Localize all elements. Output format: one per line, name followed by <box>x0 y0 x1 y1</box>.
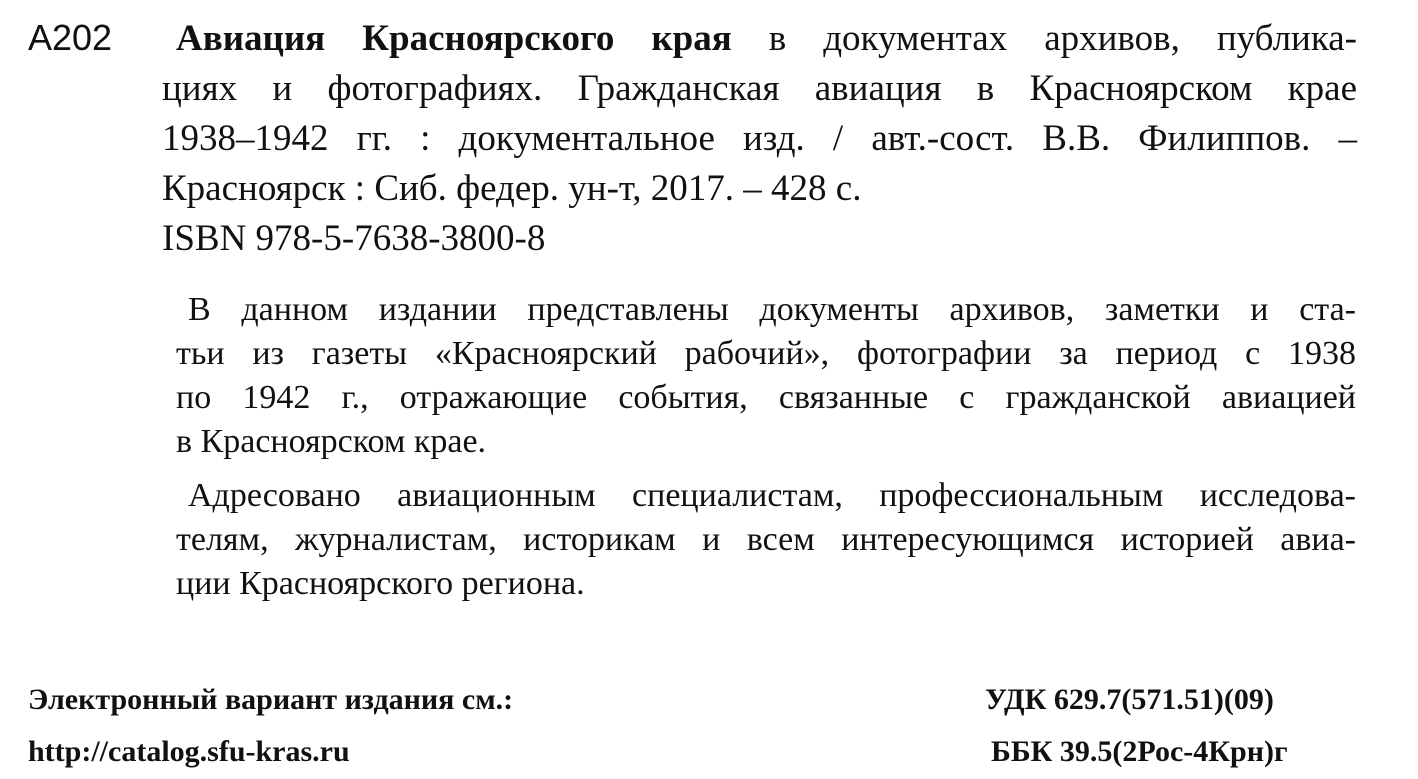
bibliographic-entry <box>162 14 1370 264</box>
electronic-version-block <box>28 674 513 778</box>
entry-line-3: 1938–1942 гг. : документальное изд. / авт.-сост. В.В. Филиппов. – <box>162 118 1357 159</box>
abstract-line: по 1942 г., отражающие события, связанные с гражданской авиацией <box>176 379 1356 416</box>
book-title: Авиация Красноярского края <box>176 18 732 59</box>
isbn: ISBN 978-5-7638-3800-8 <box>162 218 546 259</box>
abstract-line: ции Красноярского региона. <box>176 565 585 602</box>
entry-line-1 <box>162 14 1357 64</box>
classification-block <box>985 674 1288 778</box>
electronic-version-label: Электронный вариант издания см.: <box>28 683 514 716</box>
abstract-paragraph-2 <box>176 474 1356 606</box>
abstract-line: телям, журналистам, историкам и всем интересующимся историей авиа- <box>176 521 1356 558</box>
catalog-code: A202 <box>28 17 113 58</box>
abstract-line: в Красноярском крае. <box>176 423 487 460</box>
title-continuation: в документах архивов, публика- <box>731 18 1357 59</box>
bbk-code: ББК 39.5(2Рос-4Крн)г <box>991 735 1288 768</box>
udk-code: УДК 629.7(571.51)(09) <box>985 683 1274 716</box>
abstract-line: В данном издании представлены документы архивов, заметки и ста- <box>188 291 1356 328</box>
entry-line-4: Красноярск : Сиб. федер. ун-т, 2017. – 428 с. <box>162 168 862 209</box>
abstract-line: тьи из газеты «Красноярский рабочий», фотографии за период с 1938 <box>176 335 1356 372</box>
catalog-url-link[interactable]: http://catalog.sfu-kras.ru <box>28 735 350 768</box>
abstract-paragraph-1 <box>176 288 1356 464</box>
abstract-line: Адресовано авиационным специалистам, профессиональным исследова- <box>188 477 1356 514</box>
entry-line-2: циях и фотографиях. Гражданская авиация в Красноярском крае <box>162 68 1357 109</box>
